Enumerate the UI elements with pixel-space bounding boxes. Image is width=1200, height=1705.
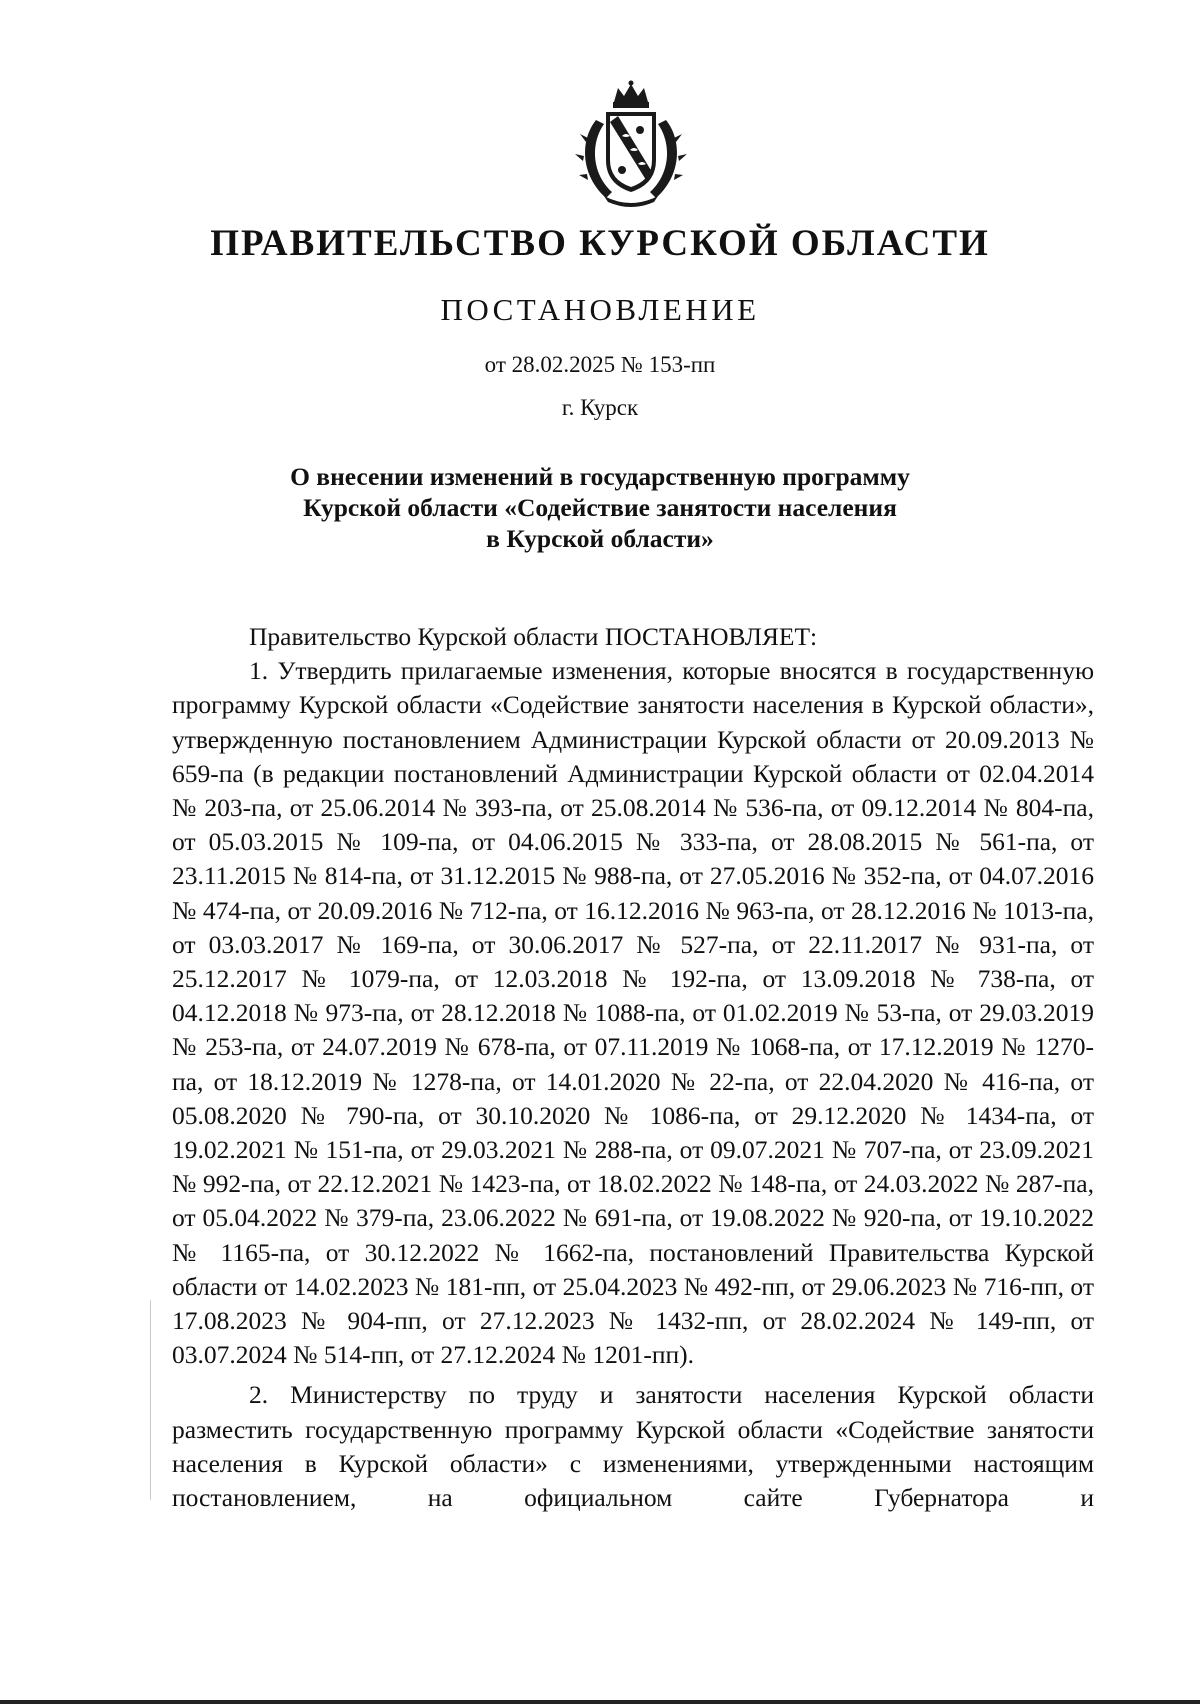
subject-line: в Курской области» (486, 524, 714, 553)
document-place: г. Курск (561, 395, 639, 420)
document-type: ПОСТАНОВЛЕНИЕ (440, 292, 760, 327)
document-date-number: от 28.02.2025 № 153-пп (484, 352, 716, 377)
document-body (172, 620, 1094, 1515)
resolution-preamble: Правительство Курской области ПОСТАНОВЛЯЕТ: (249, 622, 818, 651)
scan-margin-line (150, 1300, 151, 1500)
resolution-item-2: 2. Министерству по труду и занятости населения Курской области разместить государственную программу Курской области «Содействие занятости населения в Курской области» с изменениями, утвержденными настоящим постановлением, на официальном сайте Губернатора и (172, 1380, 1094, 1513)
subject-line: Курской области «Содействие занятости населения (303, 493, 897, 522)
subject-line: О внесении изменений в государственную программу (290, 462, 910, 491)
document-subject (170, 461, 1030, 554)
scan-bottom-edge (0, 1700, 1200, 1704)
kursk-coat-of-arms-icon (566, 80, 696, 210)
resolution-item-1: 1. Утвердить прилагаемые изменения, которые вносятся в государственную программу Курской области «Содействие занятости населения в Курской области», утвержденную постановлением Администрации Курской области от 20.09.2013 № 659-па (в редакции постановлений Администрации Курской области от 02.04.2014 № 203-па, от 25.06.2014 № 393-па, от 25.08.2014 № 536-па, от 09.12.2014 № 804-па, от 05.03.2015 № 109-па, от 04.06.2015 № 333-па, от 28.08.2015 № 561-па, от 23.11.2015 № 814-па, от 31.12.2015 № 988-па, от 27.05.2016 № 352-па, от 04.07.2016 № 474-па, от 20.09.2016 № 712-па, от 16.12.2016 № 963-па, от 28.12.2016 № 1013-па, от 03.03.2017 № 169-па, от 30.06.2017 № 527-па, от 22.11.2017 № 931-па, от 25.12.2017 № 1079-па, от 12.03.2018 № 192-па, от 13.09.2018 № 738-па, от 04.12.2018 № 973-па, от 28.12.2018 № 1088-па, от 01.02.2019 № 53-па, от 29.03.2019 № 253-па, от 24.07.2019 № 678-па, от 07.11.2019 № 1068-па, от 17.12.2019 № 1270-па, от 18.12.2019 № 1278-па, от 14.01.2020 № 22-па, от 22.04.2020 № 416-па, от 05.08.2020 № 790-па, от 30.10.2020 № 1086-па, от 29.12.2020 № 1434-па, от 19.02.2021 № 151-па, от 29.03.2021 № 288-па, от 09.07.2021 № 707-па, от 23.09.2021 № 992-па, от 22.12.2021 № 1423-па, от 18.02.2022 № 148-па, от 24.03.2022 № 287-па, от 05.04.2022 № 379-па, 23.06.2022 № 691-па, от 19.08.2022 № 920-па, от 19.10.2022 № 1165-па, от 30.12.2022 № 1662-па, постановлений Правительства Курской области от 14.02.2023 № 181-пп, от 25.04.2023 № 492-пп, от 29.06.2023 № 716-пп, от 17.08.2023 № 904-пп, от 27.12.2023 № 1432-пп, от 28.02.2024 № 149-пп, от 03.07.2024 № 514-пп, от 27.12.2024 № 1201-пп). (172, 656, 1094, 1370)
government-title: ПРАВИТЕЛЬСТВО КУРСКОЙ ОБЛАСТИ (210, 223, 990, 264)
